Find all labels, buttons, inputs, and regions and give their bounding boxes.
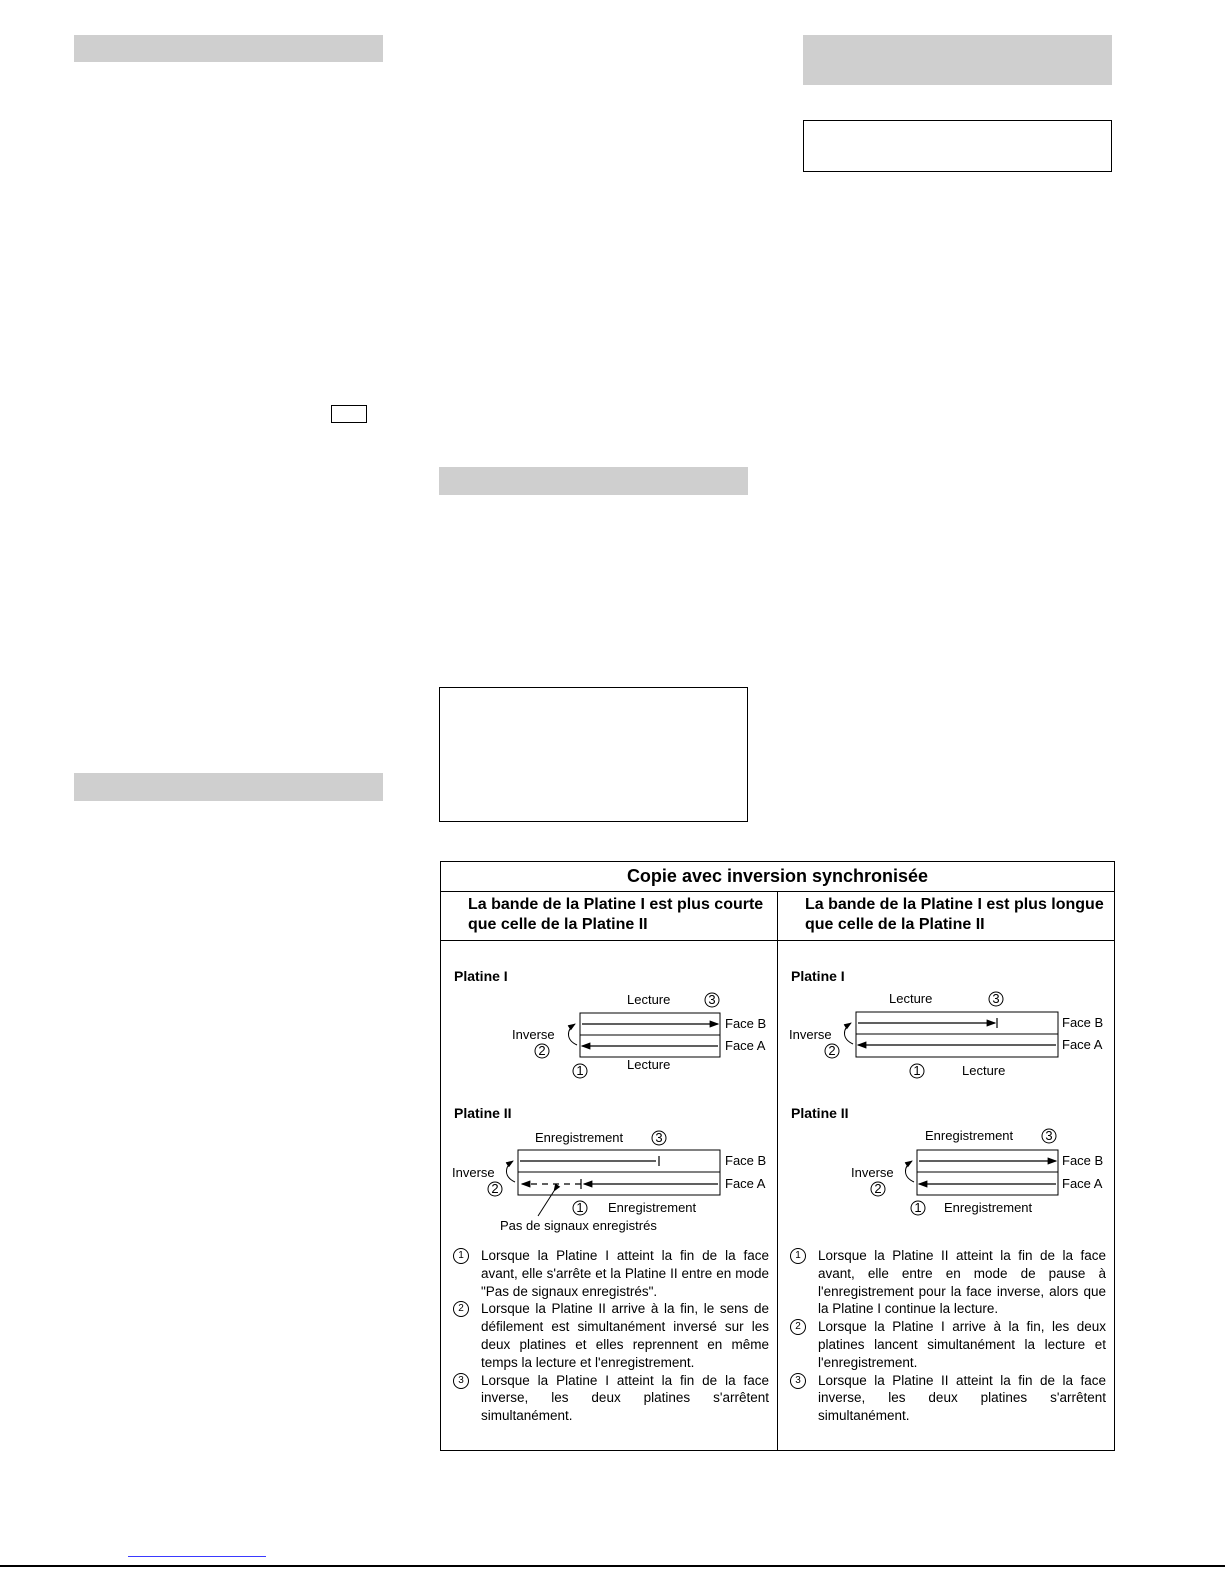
- note-item: 2 Lorsque la Platine I arrive à la fin, les deux platines lancent simultanément la lecture et l'enregistrement.: [790, 1318, 1106, 1371]
- svg-text:Inverse: Inverse: [452, 1165, 495, 1180]
- svg-text:Face B: Face B: [1062, 1153, 1104, 1168]
- svg-text:1: 1: [913, 1063, 921, 1078]
- step-number-icon: 2: [790, 1319, 806, 1335]
- tape-diagram-shorter: [442, 944, 776, 1234]
- svg-text:Face A: Face A: [1062, 1176, 1103, 1191]
- svg-text:Lecture: Lecture: [962, 1063, 1006, 1078]
- tape-diagram-longer: [779, 944, 1113, 1234]
- svg-text:Inverse: Inverse: [512, 1027, 555, 1042]
- notes-shorter: [453, 1247, 769, 1425]
- svg-text:Enregistrement: Enregistrement: [925, 1128, 1014, 1143]
- step-number-icon: 1: [453, 1248, 469, 1264]
- no-signal-label: Pas de signaux enregistrés: [500, 1218, 657, 1233]
- deck2-label: Platine II: [791, 1105, 849, 1121]
- column-divider: [777, 891, 778, 1450]
- deck2-label: Platine II: [454, 1105, 512, 1121]
- svg-text:Enregistrement: Enregistrement: [944, 1200, 1033, 1215]
- step-number-icon: 1: [790, 1248, 806, 1264]
- svg-text:2: 2: [828, 1043, 836, 1058]
- note-box-right-top: [803, 120, 1112, 172]
- note-item: 3 Lorsque la Platine I atteint la fin de la face inverse, les deux platines s'arrêtent simultanément.: [453, 1372, 769, 1425]
- note-item: 2 Lorsque la Platine II arrive à la fin, le sens de défilement est simultanément inversé sur les deux platines et elles reprennent en même temps la lecture et l'enregistrement.: [453, 1300, 769, 1371]
- svg-text:Inverse: Inverse: [851, 1165, 894, 1180]
- small-button-box: [331, 405, 367, 423]
- svg-text:Enregistrement: Enregistrement: [535, 1130, 624, 1145]
- deck1-label: Platine I: [454, 968, 508, 984]
- section-heading-bar-middle: [439, 467, 748, 495]
- svg-text:Inverse: Inverse: [789, 1027, 832, 1042]
- svg-text:3: 3: [708, 992, 716, 1007]
- svg-text:Lecture: Lecture: [627, 1057, 671, 1072]
- deck1-play-top: Lecture: [627, 992, 671, 1007]
- table-title: Copie avec inversion synchronisée: [441, 862, 1114, 892]
- svg-text:2: 2: [874, 1181, 882, 1196]
- svg-text:1: 1: [576, 1200, 584, 1215]
- svg-text:3: 3: [1045, 1128, 1053, 1143]
- column-heading-shorter: La bande de la Platine I est plus courte que celle de la Platine II: [468, 896, 764, 933]
- svg-text:2: 2: [491, 1181, 499, 1196]
- svg-text:3: 3: [992, 991, 1000, 1006]
- svg-text:Face B: Face B: [725, 1153, 767, 1168]
- svg-text:Enregistrement: Enregistrement: [608, 1200, 697, 1215]
- note-item: 1 Lorsque la Platine II atteint la fin de la face avant, elle entre en mode de pause à l'enregistrement pour la face inverse, alors que la Platine I continue la lecture.: [790, 1247, 1106, 1318]
- diagram-shorter: [442, 944, 776, 1234]
- footer-rule: [0, 1565, 1225, 1567]
- note-item: 3 Lorsque la Platine II atteint la fin de la face inverse, les deux platines s'arrêtent simultanément.: [790, 1372, 1106, 1425]
- svg-text:1: 1: [576, 1063, 584, 1078]
- header-divider: [441, 940, 1114, 941]
- svg-text:1: 1: [914, 1200, 922, 1215]
- svg-text:Face B: Face B: [725, 1016, 767, 1031]
- step-number-icon: 3: [790, 1373, 806, 1389]
- notes-longer: [790, 1247, 1106, 1425]
- footer-link-underline: [128, 1556, 266, 1557]
- step-number-icon: 3: [453, 1373, 469, 1389]
- svg-text:Face B: Face B: [1062, 1015, 1104, 1030]
- diagram-longer: [779, 944, 1113, 1234]
- note-box-middle: [439, 687, 748, 822]
- deck1-label: Platine I: [791, 968, 845, 984]
- section-heading-bar-left-bottom: [74, 773, 383, 801]
- svg-text:2: 2: [538, 1043, 546, 1058]
- svg-text:Face A: Face A: [725, 1176, 766, 1191]
- svg-text:Face A: Face A: [1062, 1037, 1103, 1052]
- step-number-icon: 2: [453, 1301, 469, 1317]
- column-heading-longer: La bande de la Platine I est plus longue que celle de la Platine II: [805, 896, 1104, 933]
- deck1-reverse-arrow: [568, 1024, 577, 1045]
- svg-text:3: 3: [655, 1130, 663, 1145]
- svg-text:Lecture: Lecture: [889, 991, 933, 1006]
- section-heading-bar-left-top: [74, 35, 383, 62]
- note-item: 1 Lorsque la Platine I atteint la fin de la face avant, elle s'arrête et la Platine II entre en mode "Pas de signaux enregistrés".: [453, 1247, 769, 1300]
- svg-text:Face A: Face A: [725, 1038, 766, 1053]
- sync-reverse-table: [440, 861, 1115, 1451]
- section-heading-bar-right-top: [803, 35, 1112, 85]
